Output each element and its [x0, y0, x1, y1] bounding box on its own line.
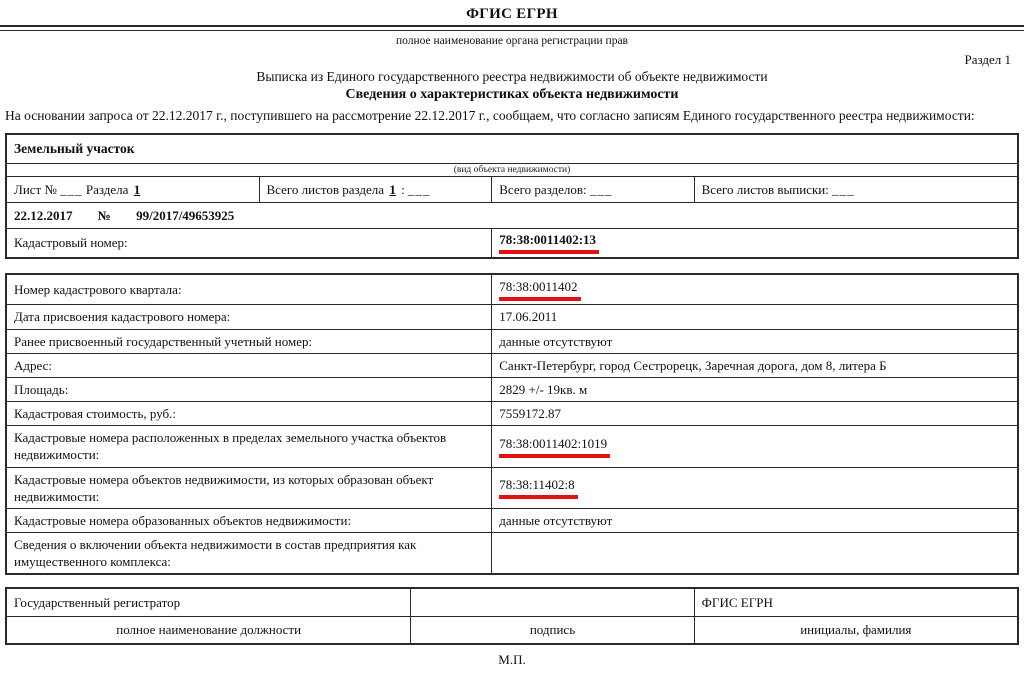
sheet-counters-row — [6, 177, 1018, 203]
object-type-row — [6, 134, 1018, 164]
sheet-blank: ___ — [60, 181, 83, 197]
total-extract-sheets-cell — [694, 177, 1018, 203]
total-sheets-colon: : — [401, 181, 405, 197]
detail-label: Кадастровая стоимость, руб.: — [6, 402, 492, 426]
sheet-middle: Раздела — [85, 181, 129, 197]
detail-row — [6, 305, 1018, 329]
sheet-number-cell — [6, 177, 259, 203]
detail-value — [492, 532, 1018, 574]
detail-label: Дата присвоения кадастрового номера: — [6, 305, 492, 329]
number-sign: № — [97, 207, 111, 223]
detail-label: Кадастровые номера объектов недвижимости, из которых образован объект недвижимости: — [6, 467, 492, 508]
request-number: 99/2017/49653925 — [136, 207, 235, 223]
total-sections-cell — [492, 177, 694, 203]
total-sheets-number: 1 — [389, 181, 396, 197]
details-table-body — [6, 274, 1018, 574]
detail-row — [6, 402, 1018, 426]
detail-label: Кадастровые номера расположенных в пределах земельного участка объектов недвижимости: — [6, 426, 492, 467]
request-date: 22.12.2017 — [14, 207, 73, 223]
cadastral-number-row — [6, 229, 1018, 259]
detail-value: 78:38:0011402:1019 — [492, 426, 1018, 467]
cadastral-number-cell — [492, 229, 1018, 259]
section-label: Раздел 1 — [964, 52, 1011, 67]
object-type-value: Земельный участок — [6, 134, 1018, 164]
detail-row — [6, 329, 1018, 353]
characteristics-table — [5, 273, 1019, 575]
detail-value: 7559172.87 — [492, 402, 1018, 426]
object-type-caption-row — [6, 164, 1018, 177]
total-extract-label: Всего листов выписки: — [701, 181, 829, 197]
detail-row — [6, 377, 1018, 401]
detail-value: 2829 +/- 19кв. м — [492, 377, 1018, 401]
detail-value: 78:38:0011402 — [492, 274, 1018, 305]
detail-value: данные отсутствуют — [492, 508, 1018, 532]
registrar-label: Государственный регистратор — [6, 588, 411, 617]
detail-row — [6, 467, 1018, 508]
total-sheets-blank: ___ — [407, 181, 431, 197]
detail-label: Кадастровые номера образованных объектов недвижимости: — [6, 508, 492, 532]
detail-value: данные отсутствуют — [492, 329, 1018, 353]
object-header-table — [5, 133, 1019, 259]
stamp-place: М.П. — [498, 652, 526, 668]
total-sheets-cell — [259, 177, 492, 203]
signature-cell — [411, 588, 694, 617]
request-date-cell — [6, 203, 1018, 229]
cadastral-number-label: Кадастровый номер: — [6, 229, 492, 259]
total-extract-blank: ___ — [832, 181, 855, 197]
detail-value: 17.06.2011 — [492, 305, 1018, 329]
sheet-section-number: 1 — [133, 181, 141, 197]
detail-row — [6, 532, 1018, 574]
caption-signature: подпись — [411, 617, 694, 645]
signature-captions-row — [6, 617, 1018, 645]
detail-row — [6, 274, 1018, 305]
org-name-title: ФГИС ЕГРН — [466, 6, 558, 22]
total-sections-blank: ___ — [589, 181, 613, 197]
detail-row — [6, 426, 1018, 467]
cadastral-number-value: 78:38:0011402:13 — [499, 232, 599, 254]
detail-label: Площадь: — [6, 377, 492, 401]
sheet-prefix: Лист № — [14, 181, 57, 197]
detail-row — [6, 353, 1018, 377]
detail-label: Адрес: — [6, 353, 492, 377]
detail-value: 78:38:11402:8 — [492, 467, 1018, 508]
detail-label: Сведения о включении объекта недвижимости в состав предприятия как имущественного комплекса: — [6, 532, 492, 574]
document-subtitle: Сведения о характеристиках объекта недвижимости — [345, 87, 679, 102]
detail-row — [6, 508, 1018, 532]
request-date-row — [6, 203, 1018, 229]
detail-value: Санкт-Петербург, город Сестрорецк, Заречная дорога, дом 8, литера Б — [492, 353, 1018, 377]
detail-label: Номер кадастрового квартала: — [6, 274, 492, 305]
caption-position: полное наименование должности — [6, 617, 411, 645]
detail-label: Ранее присвоенный государственный учетный номер: — [6, 329, 492, 353]
org-name-caption: полное наименование органа регистрации прав — [396, 35, 628, 47]
total-sheets-prefix: Всего листов раздела — [266, 181, 385, 197]
intro-paragraph: На основании запроса от 22.12.2017 г., поступившего на рассмотрение 22.12.2017 г., сообщаем, что согласно записям Единого государственного реестра недвижимости: — [5, 108, 975, 123]
object-type-caption: (вид объекта недвижимости) — [6, 164, 1018, 177]
system-name-value: ФГИС ЕГРН — [694, 588, 1018, 617]
signature-table — [5, 587, 1019, 645]
document-title: Выписка из Единого государственного реестра недвижимости об объекте недвижимости — [256, 69, 768, 84]
header-double-rule — [0, 25, 1024, 31]
signature-row — [6, 588, 1018, 617]
total-sections-label: Всего разделов: — [499, 181, 587, 197]
caption-name: инициалы, фамилия — [694, 617, 1018, 645]
